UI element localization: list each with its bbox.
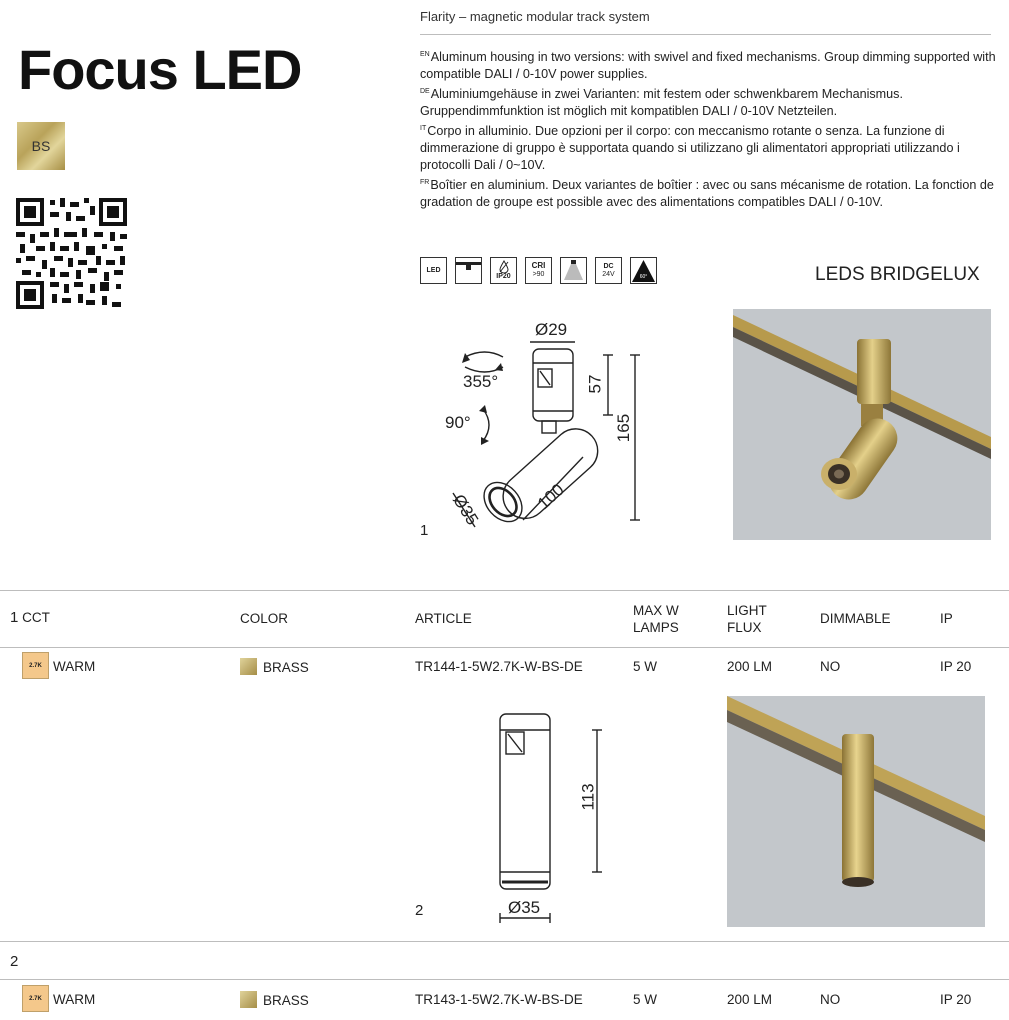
- cell-ip-2: IP 20: [940, 992, 972, 1007]
- led-icon: [420, 257, 447, 284]
- cell-flux: 200 LM: [727, 659, 773, 674]
- description-fr-text: Boîtier en aluminium. Deux variantes de boîtier : avec ou sans mécanisme de rotation. La fonction de gradation de groupe est possible avec des alimentations compatibles DALI / 0-10V.: [420, 178, 994, 209]
- header-ip: IP: [940, 611, 953, 626]
- cri-value: >90: [532, 271, 545, 279]
- description-en-text: Aluminum housing in two versions: with swivel and fixed mechanisms. Group dimming supported with compatible DALI / 0-10V power supplies.: [420, 50, 996, 81]
- ip-rating-label: IP20: [496, 273, 511, 281]
- table-top-divider: [0, 590, 1009, 591]
- beam-angle-icon: [630, 257, 657, 284]
- product-photo-fixed: [727, 696, 985, 927]
- dc-value: 24V: [602, 270, 615, 278]
- light-cone-icon: [560, 257, 587, 284]
- lang-tag-de: DE: [420, 88, 430, 95]
- technical-drawing-fixed: [490, 712, 610, 927]
- cct-badge: 2.7K: [29, 662, 42, 669]
- dim-height-top: 57: [585, 374, 605, 394]
- header-flux-line1: LIGHT: [727, 603, 767, 618]
- track-mount-icon: [455, 257, 482, 284]
- color-swatch-brass-2: [240, 991, 257, 1008]
- section-2-row-divider: [0, 979, 1009, 980]
- header-max-w-line2: LAMPS: [633, 620, 679, 635]
- product-photo-swivel: [733, 309, 991, 540]
- header-cct: [10, 609, 50, 626]
- description-fr: [420, 174, 1000, 211]
- header-light-flux: [727, 602, 767, 636]
- description-en: [420, 46, 1000, 83]
- dim-diameter-top: Ø29: [535, 320, 568, 339]
- description-de: [420, 83, 1000, 120]
- header-color: COLOR: [240, 611, 289, 626]
- description-it: [420, 120, 1000, 174]
- dim-length-body: 100: [533, 480, 568, 514]
- header-divider: [420, 34, 991, 35]
- catalog-subtitle: Flarity – magnetic modular track system: [420, 9, 650, 24]
- cell-color-2: BRASS: [263, 993, 309, 1008]
- cell-article: TR144-1-5W2.7K-W-BS-DE: [415, 659, 583, 674]
- lang-tag-fr: FR: [420, 179, 430, 186]
- description-de-text: Aluminiumgehäuse in zwei Varianten: mit festem oder schwenkbarem Mechanismus. Gruppendimmfunktion ist möglich mit kompatiblen DALI / 0-10V Netzteilen.: [420, 87, 903, 118]
- header-cct-label: CCT: [22, 610, 50, 625]
- cell-max-w-2: 5 W: [633, 992, 658, 1007]
- finish-swatch-brass: [17, 122, 65, 170]
- header-dimmable: DIMMABLE: [820, 611, 891, 626]
- color-swatch-brass: [240, 658, 257, 675]
- cell-dimmable-2: NO: [820, 992, 841, 1007]
- cct-swatch-warm: [22, 652, 49, 679]
- cell-max-w: 5 W: [633, 659, 658, 674]
- dc-label: DC: [603, 262, 614, 270]
- cri-label: CRI: [531, 261, 546, 271]
- beam-angle-label: 60°: [639, 273, 648, 280]
- section-2-divider: [0, 941, 1009, 942]
- header-max-w-line1: MAX W: [633, 603, 679, 618]
- cell-ip: IP 20: [940, 659, 972, 674]
- drawing-index-2: 2: [415, 902, 424, 919]
- dc-voltage-icon: [595, 257, 622, 284]
- header-max-w: [633, 602, 679, 636]
- cell-cct: WARM: [53, 659, 96, 674]
- cct-badge-2: 2.7K: [29, 995, 42, 1002]
- ip-rating-icon: [490, 257, 517, 284]
- table-header-divider: [0, 647, 1009, 648]
- dim-diameter-fixed: Ø35: [508, 898, 541, 917]
- led-brand: LEDS BRIDGELUX: [815, 264, 980, 285]
- section-index-2: 2: [10, 953, 19, 970]
- lang-tag-en: EN: [420, 51, 430, 58]
- product-title: Focus LED: [18, 38, 302, 101]
- description-it-text: Corpo in alluminio. Due opzioni per il corpo: con meccanismo rotante o senza. La funzione di dimmerazione di gruppo è supportata quando si utilizzano gli alimentatori appropriati utilizzando i protocolli Dali / 0~10V.: [420, 124, 960, 172]
- cell-flux-2: 200 LM: [727, 992, 773, 1007]
- dim-rotation-vertical: 90°: [445, 413, 471, 432]
- cell-color: BRASS: [263, 660, 309, 675]
- lang-tag-it: IT: [420, 125, 427, 132]
- drawing-index-1: 1: [420, 522, 429, 539]
- dim-rotation-horizontal: 355°: [463, 372, 499, 391]
- finish-code: BS: [31, 138, 51, 154]
- cri-icon: [525, 257, 552, 284]
- cell-cct-2: WARM: [53, 992, 96, 1007]
- qr-code-icon[interactable]: [16, 198, 127, 309]
- header-flux-line2: FLUX: [727, 620, 762, 635]
- cell-dimmable: NO: [820, 659, 841, 674]
- product-description: [420, 46, 1000, 211]
- cell-article-2: TR143-1-5W2.7K-W-BS-DE: [415, 992, 583, 1007]
- section-index-1: 1: [10, 609, 19, 626]
- dim-height-fixed: 113: [578, 783, 598, 811]
- led-icon-label: LED: [426, 266, 441, 274]
- spec-icons: [420, 257, 657, 284]
- cct-swatch-warm-2: [22, 985, 49, 1012]
- header-article: ARTICLE: [415, 611, 472, 626]
- dim-diameter-body: Ø35: [448, 491, 483, 529]
- dim-height-total: 165: [614, 413, 634, 443]
